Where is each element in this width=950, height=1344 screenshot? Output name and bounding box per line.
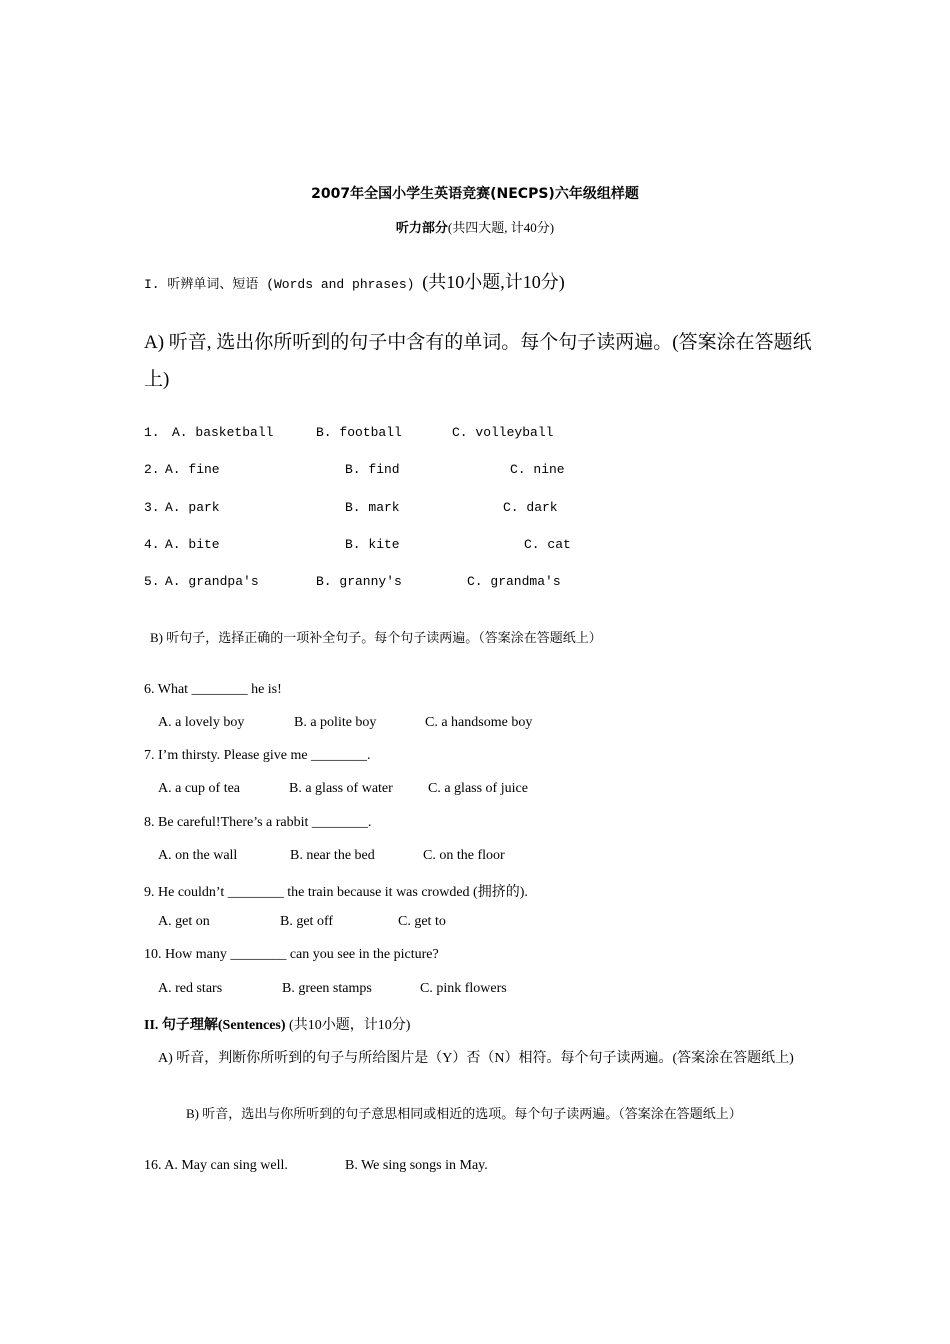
option-a: A. red stars bbox=[158, 981, 223, 996]
page-title: 2007年全国小学生英语竞赛(NECPS)六年级组样题 bbox=[311, 186, 639, 202]
question-number: 2. bbox=[144, 462, 160, 477]
option-a: A. grandpa's bbox=[165, 574, 259, 589]
section1-heading bbox=[144, 268, 565, 294]
option-c: C. a handsome boy bbox=[425, 715, 533, 730]
option-b: B. mark bbox=[345, 500, 400, 515]
option-b: B. We sing songs in May. bbox=[345, 1158, 488, 1173]
section2-partA-instruction: A) 听音，判断你所听到的句子与所给图片是（Y）否（N）相符。每个句子读两遍。(答案涂在答题纸上) bbox=[158, 1051, 794, 1066]
option-a: A. fine bbox=[165, 462, 220, 477]
question-stem: 7. I’m thirsty. Please give me ________. bbox=[144, 748, 371, 763]
question-stem: 9. He couldn’t ________ the train because it was crowded (拥挤的). bbox=[144, 885, 528, 900]
option-a: A. bite bbox=[165, 537, 220, 552]
section1-title: I. 听辨单词、短语 (Words and phrases) bbox=[144, 277, 415, 292]
section2-heading bbox=[144, 1014, 410, 1034]
option-b: B. kite bbox=[345, 537, 400, 552]
option-b: B. green stamps bbox=[282, 981, 372, 996]
option-c: C. cat bbox=[524, 537, 571, 552]
option-a: A. a lovely boy bbox=[158, 715, 245, 730]
option-b: B. get off bbox=[280, 914, 334, 929]
question-number: 5. bbox=[144, 574, 160, 589]
question-number: 1. bbox=[144, 425, 160, 440]
listening-score: (共四大题, 计40分) bbox=[447, 220, 555, 235]
listening-subtitle bbox=[0, 217, 950, 236]
option-c: C. volleyball bbox=[452, 425, 554, 440]
option-c: C. on the floor bbox=[423, 848, 505, 863]
option-b: B. near the bed bbox=[290, 848, 375, 863]
option-c: C. dark bbox=[503, 500, 558, 515]
option-a: A. get on bbox=[158, 914, 210, 929]
section1-score: (共10小题,计10分) bbox=[422, 272, 565, 292]
option-c: C. pink flowers bbox=[420, 981, 507, 996]
question-number: 3. bbox=[144, 500, 160, 515]
option-b: B. a polite boy bbox=[294, 715, 377, 730]
section2-partB-instruction: B) 听音，选出与你所听到的句子意思相同或相近的选项。每个句子读两遍。（答案涂在答题纸上） bbox=[186, 1106, 742, 1121]
option-c: C. get to bbox=[398, 914, 446, 929]
question-stem: 6. What ________ he is! bbox=[144, 682, 282, 697]
question-stem: 10. How many ________ can you see in the picture? bbox=[144, 947, 439, 962]
option-b: B. granny's bbox=[316, 574, 402, 589]
question-number: 4. bbox=[144, 537, 160, 552]
option-a: A. basketball bbox=[172, 425, 274, 440]
option-c: C. grandma's bbox=[467, 574, 561, 589]
option-a: A. park bbox=[165, 500, 220, 515]
listening-label: 听力部分 bbox=[395, 221, 448, 236]
option-a: 16. A. May can sing well. bbox=[144, 1158, 288, 1173]
option-b: B. find bbox=[345, 462, 400, 477]
section2-score: (共10小题，计10分) bbox=[285, 1018, 411, 1033]
section2-title: II. 句子理解(Sentences) bbox=[144, 1018, 286, 1033]
option-c: C. a glass of juice bbox=[428, 781, 528, 796]
option-a: A. a cup of tea bbox=[158, 781, 241, 796]
option-b: B. a glass of water bbox=[289, 781, 393, 796]
section1-partA-instruction: A) 听音, 选出你所听到的句子中含有的单词。每个句子读两遍。(答案涂在答题纸上) bbox=[144, 332, 812, 390]
option-c: C. nine bbox=[510, 462, 565, 477]
option-b: B. football bbox=[316, 425, 402, 440]
question-stem: 8. Be careful!There’s a rabbit ________. bbox=[144, 815, 372, 830]
section1-partB-instruction: B) 听句子，选择正确的一项补全句子。每个句子读两遍。（答案涂在答题纸上） bbox=[150, 630, 602, 645]
option-a: A. on the wall bbox=[158, 848, 238, 863]
